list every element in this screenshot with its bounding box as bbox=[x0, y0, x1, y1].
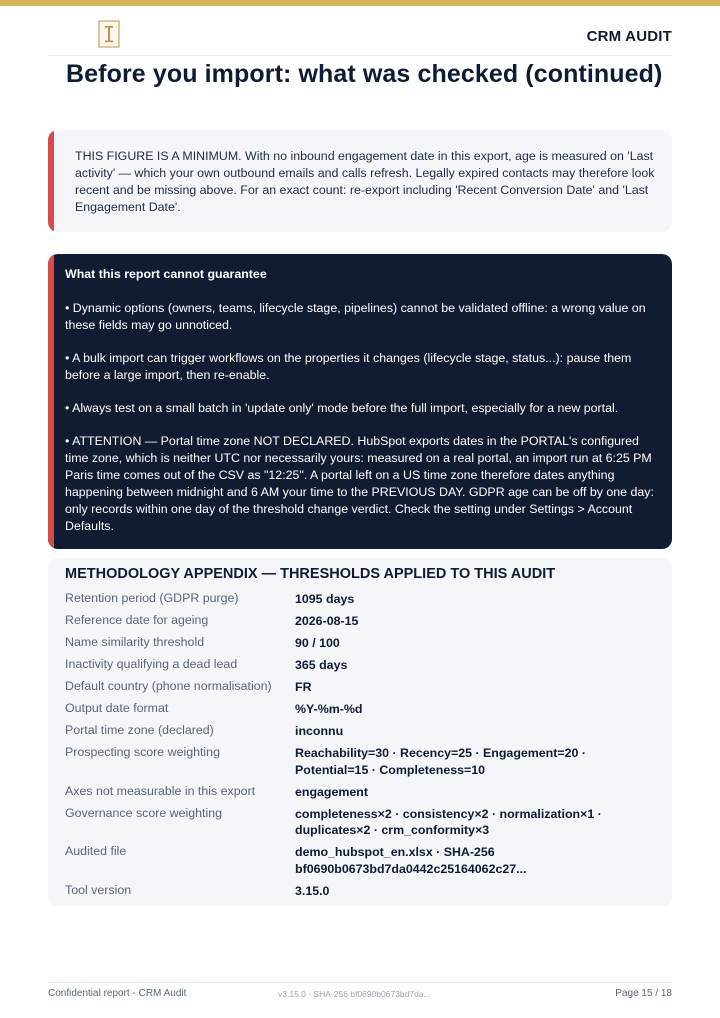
row-value: 1095 days bbox=[295, 592, 355, 606]
row-value: completeness×2 · consistency×2 · normalization×1 · duplicates×2 · crm_conformity×3 bbox=[295, 806, 602, 837]
methodology-appendix bbox=[48, 558, 672, 906]
methodology-row bbox=[65, 783, 665, 801]
page-header bbox=[48, 16, 672, 56]
row-value: 3.15.0 bbox=[295, 883, 330, 898]
methodology-row bbox=[65, 700, 665, 718]
row-label: Inactivity qualifying a dead lead bbox=[65, 657, 238, 671]
row-value: 2026-08-15 bbox=[295, 614, 359, 628]
row-label: Portal time zone (declared) bbox=[65, 723, 214, 737]
methodology-table bbox=[65, 590, 665, 904]
header-title: CRM AUDIT bbox=[586, 28, 672, 45]
row-value: Reachability=30 · Recency=25 · Engagement=20 · Potential=15 · Completeness=10 bbox=[295, 746, 586, 777]
row-value: engagement bbox=[295, 784, 368, 799]
limitations-heading: What this report cannot guarantee bbox=[65, 267, 267, 281]
limitations-panel bbox=[48, 254, 672, 549]
row-label: Prospecting score weighting bbox=[65, 745, 220, 759]
row-label: Tool version bbox=[65, 882, 132, 897]
page-title: Before you import: what was checked (continued) bbox=[66, 60, 663, 88]
methodology-title: METHODOLOGY APPENDIX — THRESHOLDS APPLIED TO THIS AUDIT bbox=[65, 566, 556, 582]
warning-text: THIS FIGURE IS A MINIMUM. With no inbound engagement date in this export, age is measured on 'Last activity' — which your own outbound emails and calls refresh. Legally expired contacts may therefore look recent and be missing above. For an exact count: re-export including 'Recent Conversion Date' and 'Last Engagement Date'. bbox=[75, 149, 655, 214]
row-label: Output date format bbox=[65, 701, 169, 715]
page-number: Page 15 / 18 bbox=[615, 988, 672, 999]
row-label: Governance score weighting bbox=[65, 805, 223, 820]
methodology-row bbox=[65, 843, 665, 877]
row-value: 365 days bbox=[295, 658, 348, 672]
methodology-row bbox=[65, 590, 665, 608]
row-value: FR bbox=[295, 680, 312, 694]
footer-confidential-label: Confidential report - CRM Audit bbox=[48, 988, 187, 999]
row-label: Audited file bbox=[65, 844, 127, 858]
limitation-item: • Dynamic options (owners, teams, lifecycle stage, pipelines) cannot be validated offline: a wrong value on these fields may go unnoticed. bbox=[65, 301, 646, 332]
row-label: Axes not measurable in this export bbox=[65, 783, 256, 798]
methodology-row bbox=[65, 612, 665, 630]
top-accent-bar bbox=[0, 0, 720, 6]
methodology-row bbox=[65, 744, 665, 778]
limitation-item: • A bulk import can trigger workflows on the properties it changes (lifecycle stage, status...): pause them before a large import, then re-enable. bbox=[65, 351, 632, 382]
methodology-row bbox=[65, 722, 665, 740]
warning-accent-bar bbox=[48, 130, 54, 232]
building-column-icon bbox=[98, 20, 120, 48]
row-label: Default country (phone normalisation) bbox=[65, 679, 272, 693]
methodology-row bbox=[65, 805, 665, 839]
limitation-item: • ATTENTION — Portal time zone NOT DECLARED. HubSpot exports dates in the PORTAL's configured time zone, which is neither UTC nor necessarily yours: measured on a real portal, an import run at 6:25 PM Paris time comes out of the CSV as "12:25". A portal left on a US time zone therefore dates anything happening between midnight and 6 AM your time to the PREVIOUS DAY. GDPR age can be off by one day: only records within one day of the threshold change verdict. Check the setting under Settings > Account Defaults. bbox=[65, 434, 654, 533]
row-label: Reference date for ageing bbox=[65, 613, 209, 627]
limitations-accent-bar bbox=[48, 254, 54, 549]
footer-version-hash: v3.15.0 · SHA-256 bf0690b0673bd7da... bbox=[278, 989, 431, 999]
limitation-item: • Always test on a small batch in 'update only' mode before the full import, especially for a new portal. bbox=[65, 401, 619, 415]
row-value: 90 / 100 bbox=[295, 636, 340, 650]
row-value: inconnu bbox=[295, 724, 344, 738]
row-label: Retention period (GDPR purge) bbox=[65, 591, 239, 605]
row-value: demo_hubspot_en.xlsx · SHA-256 bf0690b0673bd7da0442c25164062c27... bbox=[295, 845, 527, 876]
row-value: %Y-%m-%d bbox=[295, 702, 363, 716]
methodology-row bbox=[65, 634, 665, 652]
minimum-warning-callout bbox=[48, 130, 672, 232]
row-label: Name similarity threshold bbox=[65, 635, 205, 649]
methodology-row bbox=[65, 882, 665, 900]
page-footer bbox=[48, 982, 672, 1006]
methodology-row bbox=[65, 656, 665, 674]
methodology-row bbox=[65, 678, 665, 696]
